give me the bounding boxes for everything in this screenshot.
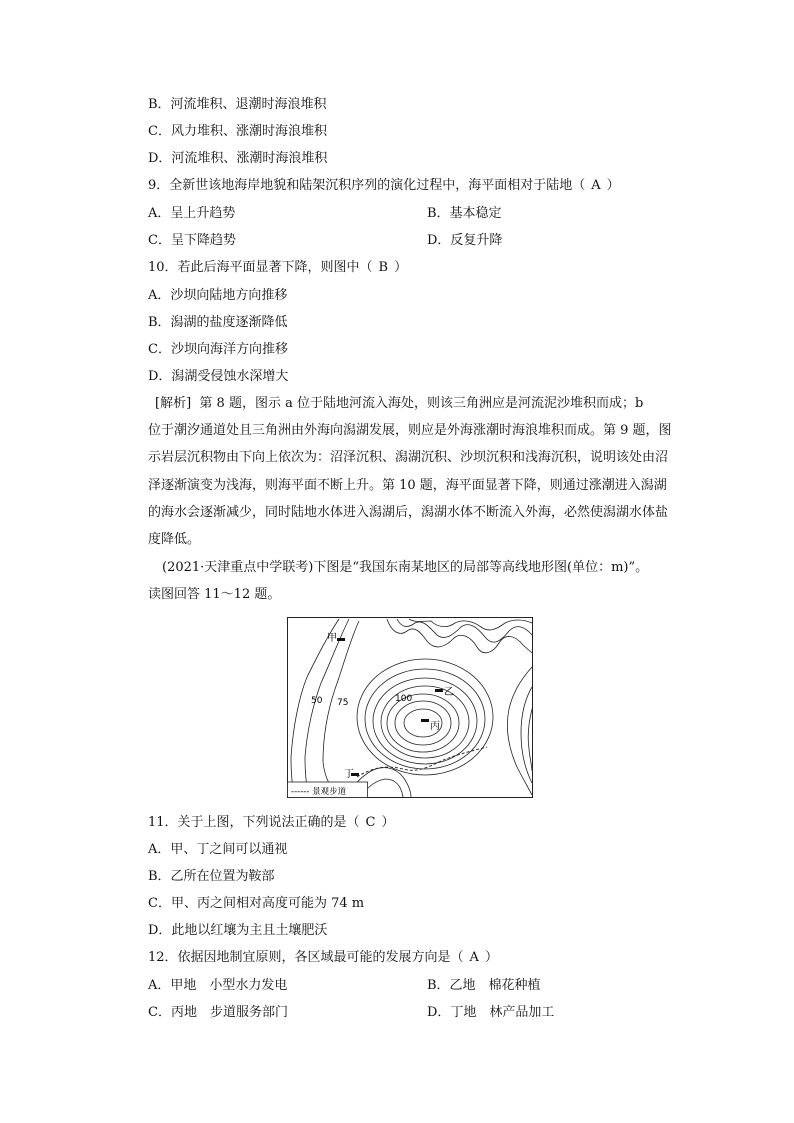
q11-option-d: D．此地以红壤为主且土壤肥沃 [148,923,328,938]
q9-option-c: C．呈下降趋势 [148,233,236,248]
q9-option-d: D．反复升降 [427,233,503,248]
label-yi: 乙 [444,687,454,698]
q12-stem [148,949,498,967]
q9-answer: A [591,178,601,193]
marker-jia [337,638,345,641]
q9-option-a: A．呈上升趋势 [148,206,236,221]
q9-stem-close: ） [606,178,620,193]
q10-option-a: A．沙坝向陆地方向推移 [148,288,288,303]
label-jia: 甲 [327,633,337,644]
label-bing: 丙 [430,721,440,732]
analysis-line-1 [155,395,643,413]
q11-option-a: A．甲、丁之间可以通视 [148,842,288,857]
q12-option-b: B．乙地 棉花种植 [427,978,541,993]
q9-stem [148,177,620,195]
analysis-line-2: 位于潮汐通道处且三角洲由外海向潟湖发展，则应是外海涨潮时海浪堆积而成。第 9 题，图 [148,423,672,438]
q8-option-c: C．风力堆积、涨潮时海浪堆积 [148,124,327,139]
q11-option-b: B．乙所在位置为鞍部 [148,869,275,884]
contour-map [287,617,533,798]
q12-stem-text: 12．依据因地制宜原则，各区域最可能的发展方向是（ [148,950,464,965]
q10-stem-text: 10．若此后海平面显著下降，则图中（ [148,260,373,275]
q12-stem-close: ） [484,950,498,965]
q10-answer: B [378,260,389,275]
q10-stem [148,259,407,277]
q11-answer: C [365,815,376,830]
q8-option-d: D．河流堆积、涨潮时海浪堆积 [148,151,328,166]
marker-bing [421,719,429,722]
contour-label-75: 75 [337,698,349,708]
q9-stem-text: 9．全新世该地海岸地貌和陆架沉积序列的演化过程中，海平面相对于陆地（ [148,178,586,193]
analysis-line-3: 示岩层沉积物由下向上依次为：沼泽沉积、潟湖沉积、沙坝沉积和浅海沉积，说明该处由沼 [148,450,669,465]
intro-line-2: 读图回答 11～12 题。 [148,587,281,602]
q11-stem-text: 11．关于上图，下列说法正确的是（ [148,815,360,830]
q10-option-d: D．潟湖受侵蚀水深增大 [148,369,289,384]
q10-option-b: B．潟湖的盐度逐渐降低 [148,315,288,330]
q9-option-b: B．基本稳定 [427,206,502,221]
analysis-line-4: 泽逐渐演变为浅海，则海平面不断上升。第 10 题，海平面显著下降，则通过涨潮进入潟湖 [148,478,667,493]
intro-line-1: (2021·天津重点中学联考)下图是“我国东南某地区的局部等高线地形图(单位：m)”。 [162,560,649,575]
marker-yi [435,689,443,692]
contour-label-50: 50 [311,696,323,706]
analysis-line-5: 的海水会逐渐减少，同时陆地水体进入潟湖后，潟湖水体不断流入外海，必然使潟湖水体盐 [148,505,669,520]
analysis-text-1: 第 8 题，图示 a 位于陆地河流入海处，则该三角洲应是河流泥沙堆积而成；b [199,396,644,411]
q12-answer: A [469,950,479,965]
label-ding: 丁 [344,769,354,780]
q12-option-a: A．甲地 小型水力发电 [148,978,288,993]
q11-stem [148,814,395,832]
q11-option-c: C．甲、丙之间相对高度可能为 74 m [148,896,365,911]
q10-stem-close: ） [394,260,408,275]
contour-label-100: 100 [395,694,413,704]
q8-option-b: B．河流堆积、退潮时海浪堆积 [148,97,327,112]
q12-option-c: C．丙地 步道服务部门 [148,1005,288,1020]
analysis-label: [解析] [155,396,192,411]
q12-option-d: D．丁地 林产品加工 [427,1005,555,1020]
q10-option-c: C．沙坝向海洋方向推移 [148,342,288,357]
legend-text: ------ 景观步道 [291,787,347,797]
q11-stem-close: ） [381,815,395,830]
analysis-line-6: 度降低。 [148,532,201,547]
